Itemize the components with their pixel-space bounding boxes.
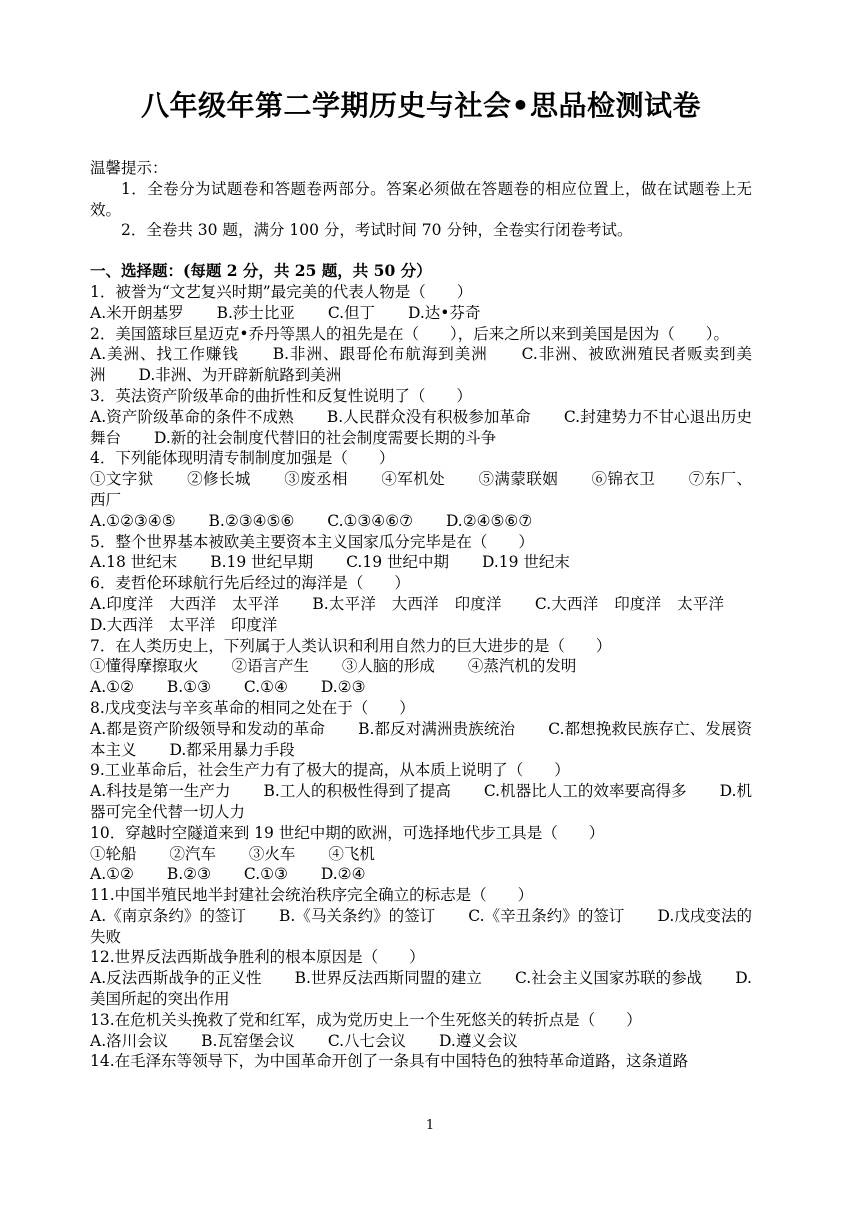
answer-option: C.非洲、被欧洲殖民者贩卖到美洲: [90, 345, 752, 385]
question-items: [90, 844, 752, 865]
question-stem: 1．被誉为“文艺复兴时期”最完美的代表人物是（ ）: [90, 282, 473, 301]
exam-page: [90, 88, 752, 1072]
question-2: [90, 324, 752, 386]
answer-option: D.非洲、为开辟新航路到美洲: [138, 366, 342, 385]
question-9: [90, 760, 752, 822]
question-item: ②汽车: [169, 844, 216, 863]
answer-option: A.反法西斯战争的正义性: [90, 969, 262, 988]
answer-option: B.《马关条约》的签订: [279, 906, 436, 925]
answer-option: A.18 世纪末: [90, 553, 178, 572]
answer-option: B.非洲、跟哥伦布航海到美洲: [272, 345, 488, 364]
question-stem: 10．穿越时空隧道来到 19 世纪中期的欧洲，可选择地代步工具是（ ）: [90, 823, 605, 842]
notice-item-1: 1．全卷分为试题卷和答题卷两部分。答案必须做在答题卷的相应位置上，做在试题卷上无效。: [90, 179, 752, 219]
question-options: [90, 407, 752, 449]
question-stem: 14.在毛泽东等领导下，为中国革命开创了一条具有中国特色的独特革命道路，这条道路: [90, 1052, 689, 1071]
question-item: ④军机处: [381, 470, 446, 489]
notice-item-2: 2．全卷共 30 题，满分 100 分，考试时间 70 分钟，全卷实行闭卷考试。: [121, 221, 633, 240]
question-7: [90, 636, 752, 698]
question-item: ④飞机: [328, 844, 375, 863]
answer-option: A.《南京条约》的签订: [90, 906, 247, 925]
notice-label: 温馨提示：: [90, 159, 168, 177]
question-stem: 4．下列能体现明清专制制度加强是（ ）: [90, 449, 395, 468]
answer-option: B.②③④⑤⑥: [208, 511, 295, 530]
question-12: [90, 947, 752, 1009]
section-title: 一、选择题：(每题 2 分，共 25 题，共 50 分）: [90, 261, 432, 281]
answer-option: C.《辛丑条约》的签订: [468, 906, 625, 925]
answer-option: A.科技是第一生产力: [90, 782, 231, 801]
question-options: [90, 906, 752, 948]
answer-option: B.太平洋 大西洋 印度洋: [312, 594, 502, 613]
question-5: [90, 532, 752, 574]
answer-option: A.①②: [90, 678, 134, 697]
answer-option: A.①②③④⑤: [90, 511, 176, 530]
question-item: ④蒸汽机的发明: [467, 657, 577, 676]
answer-option: D.美国所起的突出作用: [90, 969, 752, 1009]
answer-option: B.人民群众没有积极参加革命: [326, 407, 531, 426]
answer-option: A.都是资产阶级领导和发动的革命: [90, 719, 326, 738]
question-options: [90, 511, 752, 532]
question-item: ①文字狱: [90, 470, 154, 489]
question-options: [90, 677, 752, 698]
question-item: ③废丞相: [284, 470, 348, 489]
question-items: [90, 469, 752, 511]
question-stem: 5．整个世界基本被欧美主要资本主义国家瓜分完毕是在（ ）: [90, 532, 534, 551]
question-items: [90, 656, 752, 677]
question-13: [90, 1010, 752, 1052]
question-14: [90, 1051, 752, 1072]
answer-option: D.②④⑤⑥⑦: [445, 511, 533, 530]
question-stem: 9.工业革命后，社会生产力有了极大的提高，从本质上说明了（ ）: [90, 761, 570, 780]
question-stem: 2．美国篮球巨星迈克•乔丹等黑人的祖先是在（ ），后来之所以来到美国是因为（ ）。: [90, 324, 730, 343]
answer-option: D.②④: [320, 865, 366, 884]
question-item: ⑥锦衣卫: [591, 470, 656, 489]
answer-option: A.美洲、找工作赚钱: [90, 345, 239, 364]
question-item: ⑤满蒙联姻: [478, 470, 559, 489]
question-3: [90, 386, 752, 448]
answer-option: D.达•芬奇: [408, 303, 481, 322]
answer-option: C.但丁: [327, 303, 376, 322]
answer-option: C.19 世纪中期: [346, 553, 450, 572]
question-1: [90, 282, 752, 324]
answer-option: B.①③: [166, 678, 211, 697]
answer-option: A.①②: [90, 865, 134, 884]
question-item: ⑦东厂、西厂: [90, 470, 752, 509]
answer-option: D.都采用暴力手段: [169, 740, 295, 759]
question-stem: 11.中国半殖民地半封建社会统治秩序完全确立的标志是（ ）: [90, 886, 534, 905]
answer-option: B.世界反法西斯同盟的建立: [294, 969, 482, 988]
answer-option: B.②③: [166, 865, 211, 884]
answer-option: C.大西洋 印度洋 太平洋: [534, 594, 724, 613]
answer-option: A.米开朗基罗: [90, 303, 184, 322]
answer-option: B.莎士比亚: [216, 303, 295, 322]
question-6: [90, 573, 752, 635]
question-item: ③人脑的形成: [341, 657, 435, 676]
question-options: [90, 552, 752, 573]
answer-option: B.瓦窑堡会议: [201, 1031, 295, 1050]
answer-option: D.机器可完全代替一切人力: [90, 782, 753, 821]
question-stem: 3．英法资产阶级革命的曲折性和反复性说明了（ ）: [90, 386, 472, 405]
answer-option: D.②③: [320, 678, 366, 697]
question-options: [90, 1031, 752, 1052]
question-stem: 7．在人类历史上，下列属于人类认识和利用自然力的巨大进步的是（ ）: [90, 636, 612, 655]
question-options: [90, 344, 752, 386]
question-4: [90, 448, 752, 531]
question-stem: 13.在危机关头挽救了党和红军，成为党历史上一个生死悠关的转折点是（ ）: [90, 1010, 642, 1029]
question-stem: 12.世界反法西斯战争胜利的根本原因是（ ）: [90, 948, 425, 967]
answer-option: C.①③: [243, 865, 288, 884]
answer-option: C.封建势力不甘心退出历史舞台: [90, 407, 752, 447]
question-item: ①轮船: [90, 844, 137, 863]
question-options: [90, 719, 752, 761]
answer-option: B.工人的积极性得到了提高: [263, 782, 451, 801]
question-options: [90, 781, 752, 823]
question-list: [90, 282, 752, 1072]
question-options: [90, 864, 752, 885]
answer-option: D.新的社会制度代替旧的社会制度需要长期的斗争: [153, 428, 497, 447]
question-11: [90, 885, 752, 947]
answer-option: D.19 世纪末: [481, 553, 570, 572]
question-item: ②语言产生: [231, 657, 309, 676]
page-title: 八年级年第二学期历史与社会•思品检测试卷: [141, 89, 701, 122]
question-item: ③火车: [248, 844, 296, 863]
question-stem: 8.戊戌变法与辛亥革命的相同之处在于（ ）: [90, 698, 415, 717]
answer-option: C.①④: [243, 678, 288, 697]
answer-option: C.社会主义国家苏联的参战: [514, 969, 703, 988]
answer-option: A.印度洋 大西洋 太平洋: [90, 594, 280, 613]
question-10: [90, 823, 752, 885]
question-8: [90, 698, 752, 760]
answer-option: D.遵义会议: [439, 1031, 518, 1050]
answer-option: B.都反对满洲贵族统治: [358, 719, 516, 738]
question-options: [90, 594, 752, 636]
answer-option: D.大西洋 太平洋 印度洋: [90, 615, 278, 634]
answer-option: C.都想挽救民族存亡、发展资本主义: [90, 719, 752, 759]
question-item: ②修长城: [187, 470, 251, 489]
question-options: [90, 968, 752, 1010]
answer-option: B.19 世纪早期: [210, 553, 314, 572]
answer-option: D.戊戌变法的失败: [90, 906, 752, 946]
answer-option: C.机器比人工的效率要高得多: [483, 782, 687, 801]
question-options: [90, 303, 752, 324]
question-item: ①懂得摩擦取火: [90, 657, 199, 676]
answer-option: C.①③④⑥⑦: [327, 511, 413, 530]
answer-option: C.八七会议: [327, 1031, 407, 1050]
question-stem: 6．麦哲伦环球航行先后经过的海洋是（ ）: [90, 574, 410, 593]
answer-option: A.资产阶级革命的条件不成熟: [90, 407, 294, 426]
answer-option: A.洛川会议: [90, 1031, 169, 1050]
page-number: 1: [425, 1118, 435, 1133]
